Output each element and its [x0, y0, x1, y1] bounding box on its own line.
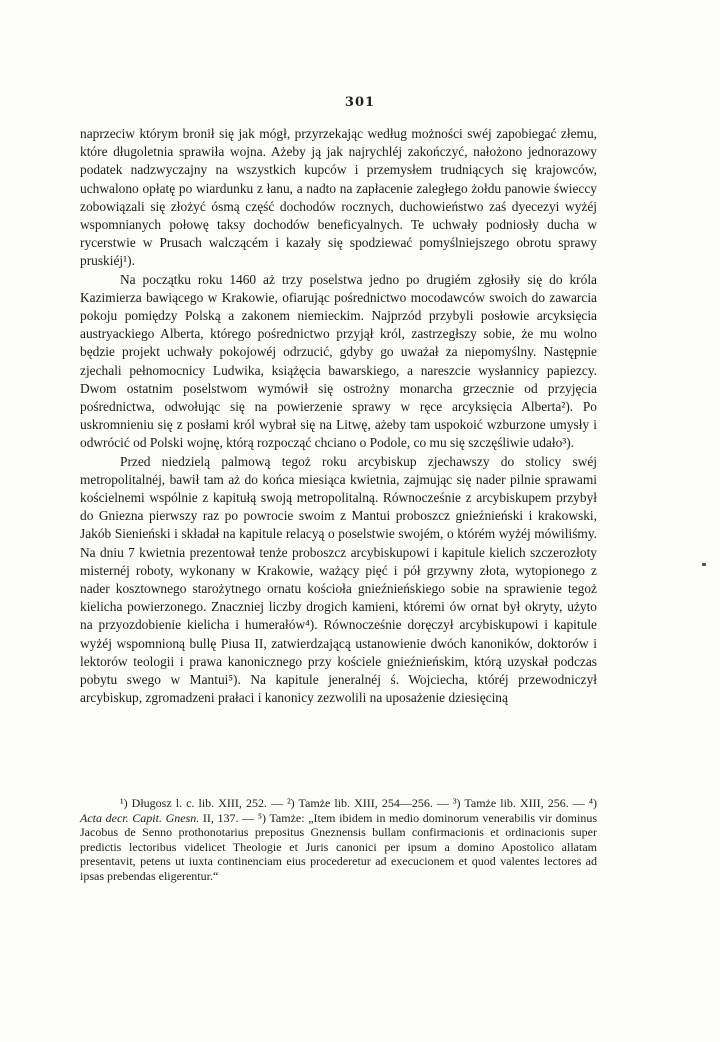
- footnote-source-title: Acta decr. Capit. Gnesn.: [80, 810, 200, 825]
- paragraph-3: Przed niedzielą palmową tegoż roku arcybiskup zjechawszy do stolicy swéj metropolitalnéj, bawił tam aż do końca miesiąca kwietnia, zajmując się nader pilnie sprawami kościelnemi wspólnie z kapitułą swoją metropolitalną. Równocześnie z arcybiskupem przybył do Gniezna pierwszy raz po powrocie swoim z Mantui proboszcz gnieźnieński i krakowski, Jakób Sienieński i składał na kapitule relacyą o poselstwie swojém, o którém wyżéj mówiliśmy. Na dniu 7 kwietnia prezentował tenże proboszcz arcybiskupowi i kapitule kielich szczerozłoty misternéj roboty, wykonany w Krakowie, ważący pięć i pół grzywny złota, wytopionego z nader kosztownego starożytnego ornatu kościoła gnieźnieńskiego sobie na sprawienie tegoż kielicha powierzonego. Znaczniej liczby drogich kamieni, któremi ów ornat był okryty, użyto na przyozdobienie kielicha i humerałów⁴). Równocześnie doręczył arcybiskupowi i kapitule wyżéj wspomnioną bullę Piusa II, zatwierdzającą ustanowienie dwóch kanoników, doktorów i lektorów teologii i prawa kanonicznego przy kościele gnieźnieńskim, którą uzyskał podczas pobytu swego w Mantui⁵). Na kapitule jeneralnéj ś. Wojciecha, któréj przewodniczył arcybiskup, zgromadzeni prałaci i kanonicy zezwolili na uposażenie dziesięciną: [80, 453, 597, 706]
- footnote-part-2: II, 137. — ⁵) Tamże: „Item ibidem in medio dominorum venerabilis vir dominus Jacobus de Senno prothonotarius prepositus Gneznensis bullam confirmacionis et ordinacionis super predictis lectoribus videlicet Theologie et Juris canonici per ipsum a domino Apostolico allatam presentavit, petens ut iuxta continenciam eius procederetur ad execucionem et quod valentes lectores ad ipsas prebendas eligerentur.“: [80, 810, 597, 883]
- footnotes: [80, 796, 597, 884]
- footnote-part-1: ¹) Długosz l. c. lib. XIII, 252. — ²) Tamże lib. XIII, 254—256. — ³) Tamże lib. XIII, 256. — ⁴): [120, 796, 597, 810]
- footnote-text: [80, 796, 597, 884]
- scan-speck: [702, 563, 706, 566]
- paragraph-2: Na początku roku 1460 aż trzy poselstwa jedno po drugiém zgłosiły się do króla Kazimierza bawiącego w Krakowie, ofiarując pośrednictwo mocodawców swoich do zawarcia pokoju pomiędzy Polską a zakonem niemieckim. Najprzód przybyli posłowie arcyksięcia austryackiego Alberta, którego pośrednictwo przyjął król, zastrzegłszy sobie, że mu wolno będzie projekt uchwały pokojowéj odrzucić, gdyby go uważał za niepomyślny. Następnie zjechali pełnomocnicy Ludwika, książęcia bawarskiego, a nareszcie wysłannicy papiezcy. Dwom ostatnim poselstwom wymówił się ostrożny monarcha grzecznie od przyjęcia pośrednictwa, odwołując się na powierzenie sprawy w ręce arcyksięcia Alberta²). Po uskromnieniu się z posłami król wybrał się na Litwę, ażeby tam uspokoić wzburzone umysły i odwrócić od Polski wojnę, którą rozpocząć chciano o Podole, co mu się szczęśliwie udało³).: [80, 271, 597, 451]
- main-text: [80, 125, 597, 708]
- page-number: 301: [344, 95, 376, 110]
- paragraph-1: naprzeciw którym bronił się jak mógł, przyrzekając według możności swéj zapobiegać złemu, które długoletnia sprawiła wojna. Ażeby ją jak najrychléj zakończyć, nałożono jednorazowy podatek nadzwyczajny na wszystkich kupców i przemysłem trudniących się krajowców, uchwalono opłatę po wiardunku z łanu, a nadto na zapłacenie zaległego żołdu panowie świeccy zobowiązali się złożyć ósmą część dochodów rocznych, duchowieństwo zaś dyecezyi wyżéj wspomnianych połowę taksy dochodów beneficyalnych. Te uchwały podniosły ducha w rycerstwie w Prusach walczącém i kazały się spodziewać pomyślniejszego obrotu sprawy pruskiéj¹).: [80, 126, 597, 269]
